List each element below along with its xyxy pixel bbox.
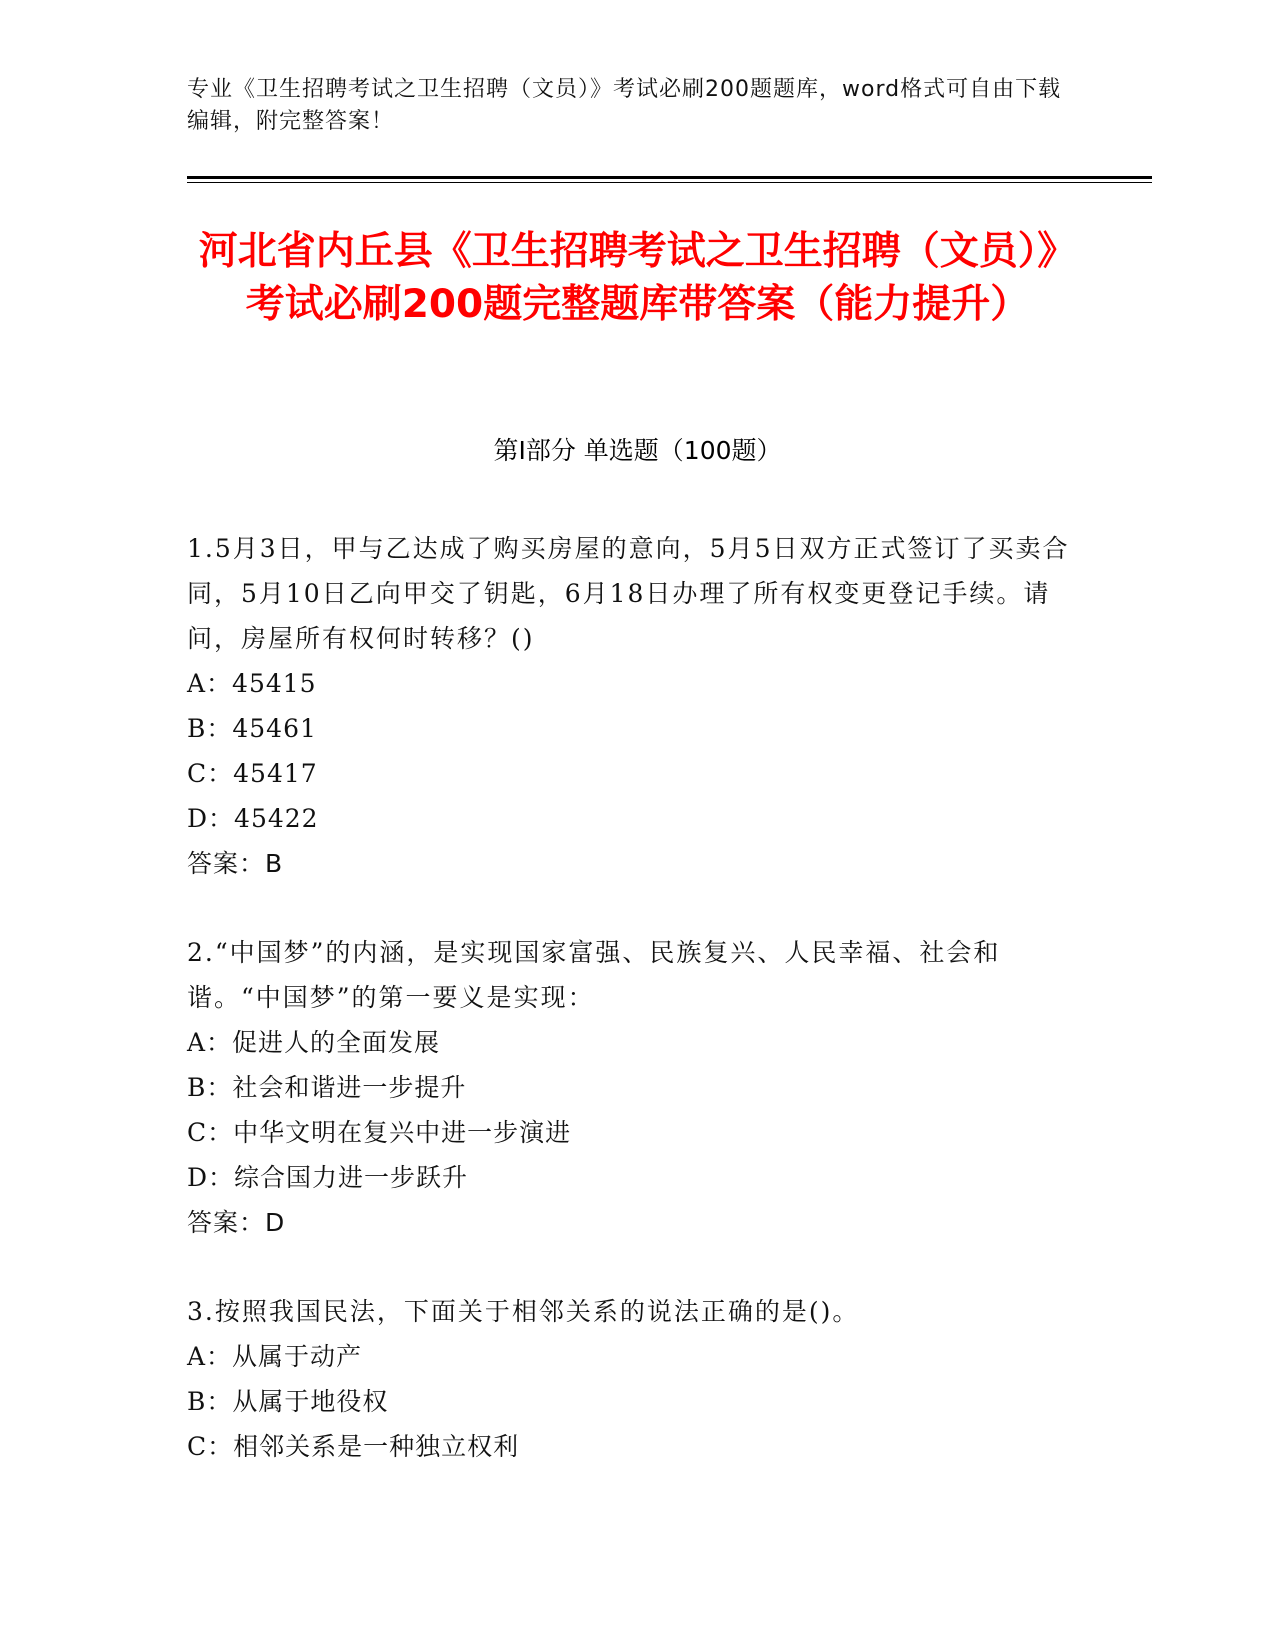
header-divider-thick bbox=[187, 176, 1152, 179]
question-list bbox=[187, 526, 1077, 1469]
option-d: D：45422 bbox=[187, 804, 319, 833]
option-b: B：从属于地役权 bbox=[187, 1387, 389, 1416]
option-a: A：促进人的全面发展 bbox=[187, 1028, 441, 1057]
answer-line: 答案：B bbox=[187, 849, 284, 878]
option-a: A：45415 bbox=[187, 669, 317, 698]
option-c: C：中华文明在复兴中进一步演进 bbox=[187, 1118, 572, 1147]
option-c: C：45417 bbox=[187, 759, 318, 788]
option-d: D：综合国力进一步跃升 bbox=[187, 1163, 469, 1192]
section-heading: 第Ⅰ部分 单选题（100题） bbox=[493, 436, 782, 465]
question-3 bbox=[187, 1289, 1077, 1469]
document-title: 河北省内丘县《卫生招聘考试之卫生招聘（文员）》考试必刷200题完整题库带答案（能力提升） bbox=[198, 229, 1077, 327]
question-stem: 2.“中国梦”的内涵，是实现国家富强、民族复兴、人民幸福、社会和谐。“中国梦”的第一要义是实现： bbox=[187, 938, 1001, 1012]
header-divider-thin bbox=[187, 182, 1152, 183]
option-b: B：45461 bbox=[187, 714, 317, 743]
question-stem: 1.5月3日，甲与乙达成了购买房屋的意向，5月5日双方正式签订了买卖合同，5月10日乙向甲交了钥匙，6月18日办理了所有权变更登记手续。请问，房屋所有权何时转移？() bbox=[187, 534, 1070, 653]
answer-line: 答案：D bbox=[187, 1208, 286, 1237]
question-1 bbox=[187, 526, 1077, 886]
option-b: B：社会和谐进一步提升 bbox=[187, 1073, 467, 1102]
option-a: A：从属于动产 bbox=[187, 1342, 363, 1371]
option-c: C：相邻关系是一种独立权利 bbox=[187, 1432, 520, 1461]
header-note: 专业《卫生招聘考试之卫生招聘（文员）》考试必刷200题题库，word格式可自由下载编辑，附完整答案！ bbox=[187, 77, 1062, 134]
question-spacer bbox=[187, 1245, 1077, 1289]
question-spacer bbox=[187, 886, 1077, 930]
question-2 bbox=[187, 930, 1077, 1245]
question-stem: 3.按照我国民法，下面关于相邻关系的说法正确的是()。 bbox=[187, 1297, 860, 1326]
